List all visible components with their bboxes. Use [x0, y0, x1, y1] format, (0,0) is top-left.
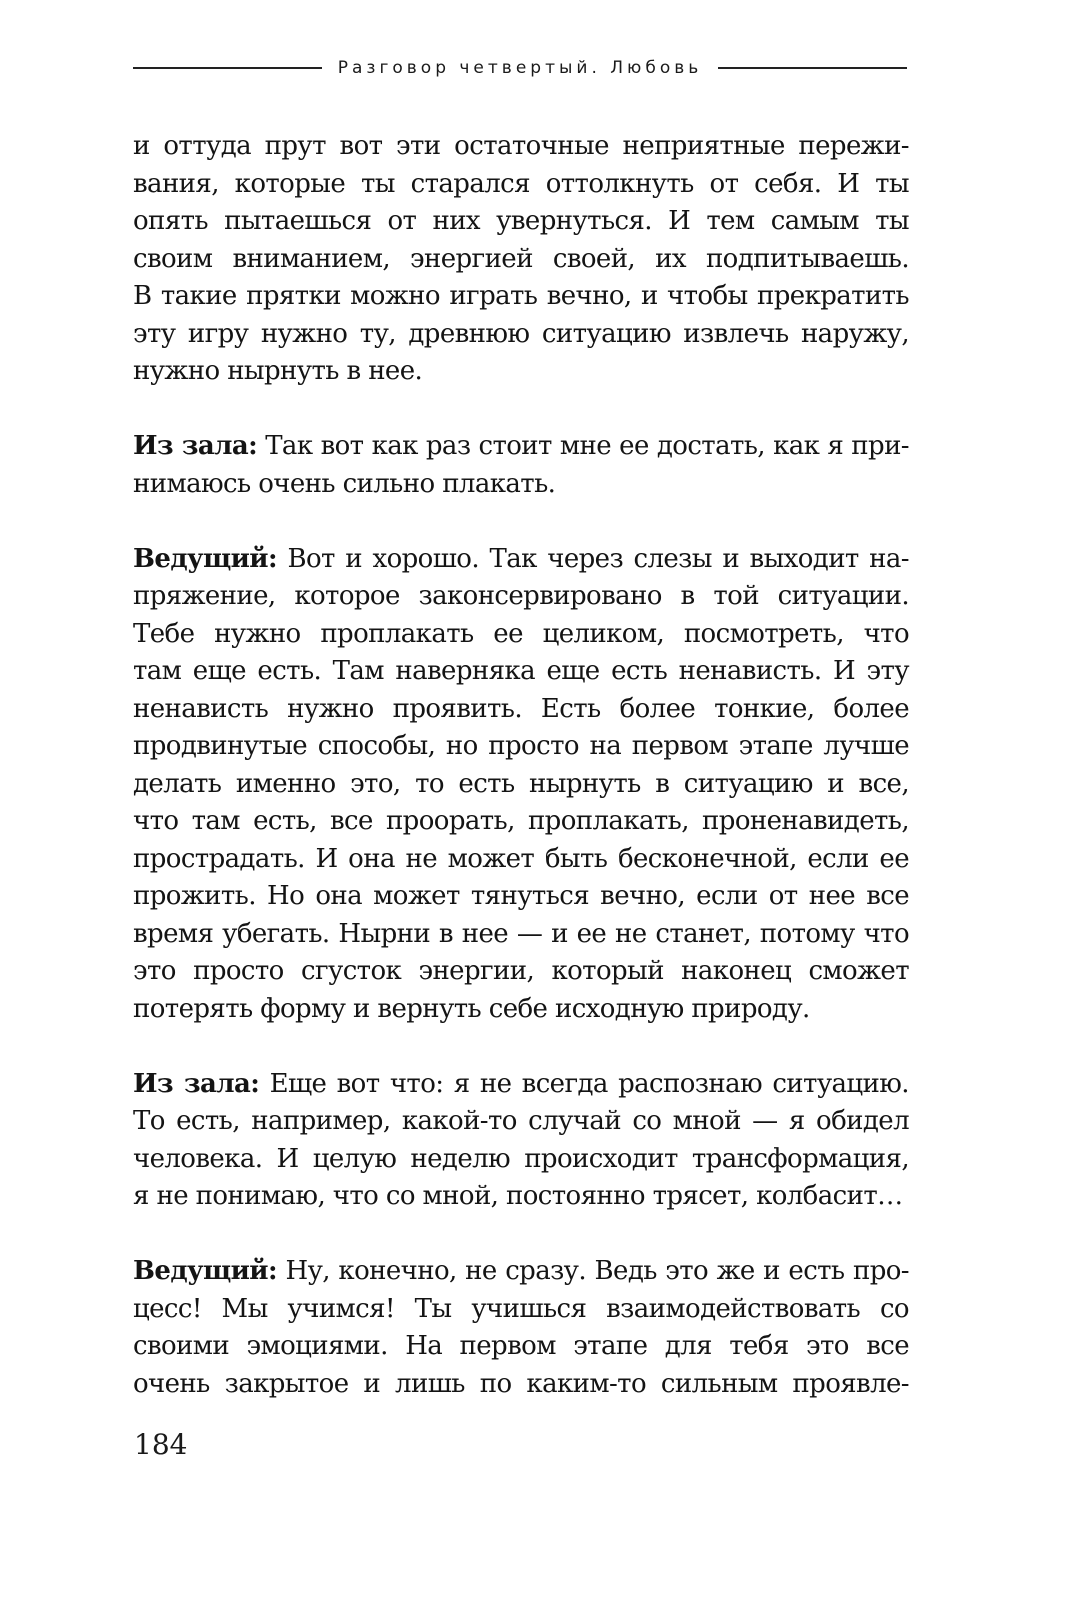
- speaker-label: Из зала:: [133, 431, 258, 461]
- text-line: эту игру нужно ту, древнюю ситуацию извлечь наружу,: [133, 318, 909, 349]
- text-line: прожить. Но она может тянуться вечно, если от нее все: [133, 881, 909, 911]
- text-line: нужно нырнуть в нее.: [133, 356, 423, 386]
- text-line: прострадать. И она не может быть бесконечной, если ее: [133, 843, 909, 874]
- paragraph: [133, 428, 909, 503]
- text-line: То есть, например, какой-то случай со мной — я обидел: [133, 1106, 909, 1136]
- line-text: Вот и хорошо. Так через слезы и выходит на-: [287, 543, 909, 574]
- text-line: цесс! Мы учимся! Ты учишься взаимодействовать со: [133, 1293, 909, 1324]
- line-text: Так вот как раз стоит мне ее достать, как я при-: [265, 431, 909, 461]
- text-line: [133, 1066, 909, 1104]
- text-line: [133, 541, 909, 579]
- text-line: там еще есть. Там наверняка еще есть ненависть. И эту: [133, 656, 909, 686]
- text-line: человека. И целую неделю происходит трансформация,: [133, 1143, 909, 1174]
- text-line: нимаюсь очень сильно плакать.: [133, 468, 556, 499]
- text-line: пряжение, которое законсервировано в той ситуации.: [133, 581, 909, 611]
- text-line: время убегать. Нырни в нее — и ее не станет, потому что: [133, 918, 909, 949]
- paragraph: [133, 128, 909, 391]
- text-line: и оттуда прут вот эти остаточные неприятные пережи-: [133, 131, 909, 161]
- text-line: это просто сгусток энергии, который наконец сможет: [133, 956, 909, 986]
- text-line: очень закрытое и лишь по каким-то сильным проявле-: [133, 1368, 909, 1399]
- text-line: делать именно это, то есть нырнуть в ситуацию и все,: [133, 768, 909, 799]
- text-line: [133, 428, 909, 466]
- speaker-label: Ведущий:: [133, 543, 277, 574]
- text-line: ненависть нужно проявить. Есть более тонкие, более: [133, 693, 909, 724]
- text-line: В такие прятки можно играть вечно, и чтобы прекратить: [133, 281, 909, 311]
- text-line: Тебе нужно проплакать ее целиком, посмотреть, что: [133, 618, 909, 649]
- page-body: [133, 128, 909, 1441]
- paragraph: [133, 541, 909, 1029]
- line-text: Еще вот что: я не всегда распознаю ситуацию.: [269, 1068, 909, 1099]
- page-number: 184: [134, 1428, 188, 1461]
- paragraph: [133, 1253, 909, 1403]
- text-line: своими эмоциями. На первом этапе для тебя это все: [133, 1331, 909, 1361]
- line-text: Ну, конечно, не сразу. Ведь это же и есть про-: [285, 1256, 909, 1286]
- speaker-label: Из зала:: [133, 1068, 260, 1099]
- running-header: [133, 58, 907, 78]
- text-line: потерять форму и вернуть себе исходную природу.: [133, 993, 810, 1024]
- header-rule-right: [718, 67, 907, 69]
- text-line: я не понимаю, что со мной, постоянно трясет, колбасит…: [133, 1181, 903, 1211]
- text-line: что там есть, все проорать, проплакать, проненавидеть,: [133, 806, 909, 836]
- text-line: продвинутые способы, но просто на первом этапе лучше: [133, 731, 909, 761]
- running-title: Разговор четвертый. Любовь: [337, 58, 703, 78]
- paragraph: [133, 1066, 909, 1216]
- speaker-label: Ведущий:: [133, 1256, 277, 1286]
- text-line: вания, которые ты старался оттолкнуть от себя. И ты: [133, 168, 909, 199]
- header-rule-left: [133, 67, 322, 69]
- text-line: [133, 1253, 909, 1291]
- text-line: своим вниманием, энергией своей, их подпитываешь.: [133, 243, 909, 274]
- text-line: опять пытаешься от них увернуться. И тем самым ты: [133, 206, 909, 236]
